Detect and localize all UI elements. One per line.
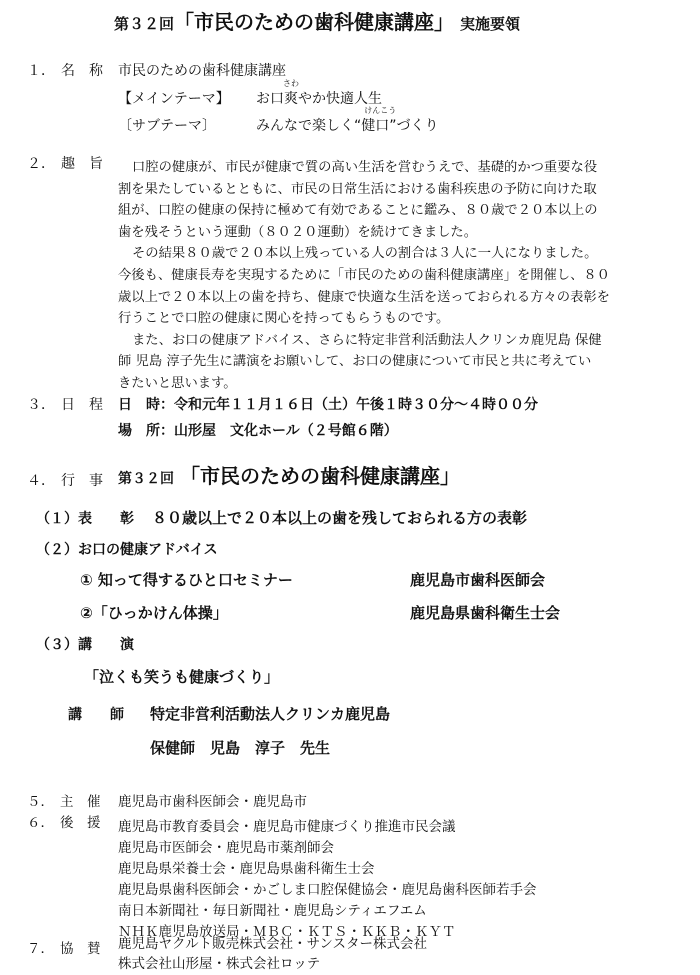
- section-1-number: １．: [27, 63, 55, 79]
- section-5-heading: [27, 796, 101, 810]
- support-line: 鹿児島市医師会・鹿児島市薬剤師会: [118, 840, 334, 856]
- support-list: [118, 817, 537, 943]
- section-4-number: ４．: [27, 473, 55, 489]
- advice-item-1-org: 鹿児島市歯科医師会: [410, 571, 546, 589]
- lecture-title: 「泣くも笑うも健康づくり」: [84, 668, 280, 686]
- section-2-label: 趣 旨: [61, 156, 103, 172]
- sub-theme-pre: みんなで楽しく“: [256, 118, 362, 134]
- purpose-line: 今後も、健康長寿を実現するために「市民のための歯科健康講座」を開催し、８０: [118, 267, 610, 283]
- document-title: [114, 12, 520, 32]
- main-theme-label: 【メインテーマ】: [118, 91, 230, 107]
- section-2-number: ２．: [27, 156, 55, 172]
- sponsor-line: 株式会社山形屋・株式会社ロッテ: [118, 956, 321, 972]
- advice-label: （２）お口の健康アドバイス: [36, 542, 218, 558]
- section-5-number: ５．: [27, 794, 54, 810]
- event-title-prefix: 第３２回: [118, 471, 174, 487]
- main-theme-pre: お口: [256, 91, 284, 107]
- main-theme-kanji: 爽: [284, 91, 298, 107]
- schedule-place: [118, 424, 398, 438]
- section-5-label: 主 催: [60, 794, 101, 810]
- sponsor-line: 鹿児島ヤクルト販売株式会社・サンスター株式会社: [118, 936, 428, 952]
- section-3-number: ３．: [27, 397, 55, 413]
- organizer-text: 鹿児島市歯科医師会・鹿児島市: [118, 794, 307, 810]
- section-7-label: 協 賛: [60, 941, 101, 957]
- title-prefix: 第３２回: [114, 15, 175, 33]
- event-name: 市民のための歯科健康講座: [118, 63, 286, 79]
- place-value: 山形屋 文化ホール（２号館６階）: [174, 423, 398, 439]
- sub-theme-label: 〔サブテーマ〕: [118, 118, 216, 134]
- lecturer-org: 特定非営利活動法人クリンカ鹿児島: [150, 705, 391, 723]
- advice-item-2-org: 鹿児島県歯科衛生士会: [410, 604, 561, 622]
- event-title: [118, 466, 460, 486]
- award-text: ８０歳以上で２０本以上の歯を残しておられる方の表彰: [152, 509, 528, 527]
- title-suffix: 実施要領: [460, 15, 521, 33]
- main-theme-ruby: さわ: [283, 79, 299, 88]
- title-main: 「市民のための歯科健康講座」: [174, 10, 455, 34]
- place-label: 場 所：: [118, 423, 174, 439]
- lecture-label: （３）講 演: [36, 637, 134, 653]
- lecturer-label: 講 師: [68, 707, 124, 723]
- main-theme-text: [256, 79, 382, 107]
- lecturer-name: 保健師 児島 淳子 先生: [150, 739, 331, 757]
- datetime-label: 日 時：: [118, 397, 174, 413]
- purpose-body: [118, 157, 610, 395]
- purpose-line: 口腔の健康が、市民が健康で質の高い生活を営むうえで、基礎的かつ重要な役: [132, 160, 598, 175]
- purpose-line: 歯を残そうという運動（８０２０運動）を続けてきました。: [118, 224, 478, 240]
- purpose-line: また、お口の健康アドバイス、さらに特定非営利活動法人クリンカ鹿児島 保健: [132, 332, 602, 348]
- main-theme-ruby-group: [283, 79, 299, 107]
- support-line: 南日本新聞社・毎日新聞社・鹿児島シティエフエム: [118, 903, 427, 919]
- section-3-label: 日 程: [61, 397, 103, 413]
- support-line: 鹿児島県歯科医師会・かごしま口腔保健協会・鹿児島歯科医師若手会: [118, 882, 537, 898]
- section-7-number: ７．: [27, 941, 54, 957]
- datetime-value: 令和元年１１月１６日（土）午後１時３０分～４時００分: [174, 397, 538, 413]
- main-theme-post: やか快適人生: [298, 91, 382, 107]
- purpose-line: 組が、口腔の健康の保持に極めて有効であることに鑑み、８０歳で２０本以上の: [118, 203, 598, 219]
- purpose-line: 歳以上で２０本以上の歯を持ち、健康で快適な生活を送っておられる方々の表彰を: [118, 289, 610, 305]
- purpose-line: 行うことで口腔の健康に関心を持ってもらうものです。: [118, 311, 450, 327]
- section-1-label: 名 称: [61, 63, 103, 79]
- event-title-main: 「市民のための歯科健康講座」: [180, 464, 460, 488]
- section-4-label: 行 事: [61, 473, 103, 489]
- schedule-datetime: [118, 398, 538, 412]
- sub-theme-ruby: けんこう: [364, 106, 397, 115]
- support-line: ＮＨＫ鹿児島放送局・ＭＢＣ・ＫＴＳ・ＫＫＢ・ＫＹＴ: [118, 924, 456, 940]
- advice-item-1-title: ① 知って得するひと口セミナー: [80, 571, 293, 589]
- sub-theme-kanji: 健口: [361, 118, 390, 134]
- section-7-heading: [27, 943, 101, 957]
- section-2-heading: [27, 157, 103, 171]
- section-6-label: 後 援: [60, 815, 101, 831]
- advice-item-2-title: ②「ひっかけん体操」: [80, 604, 228, 622]
- award-label: （１）表 彰: [36, 511, 134, 527]
- support-line: 鹿児島県栄養士会・鹿児島県歯科衛生士会: [118, 861, 375, 877]
- purpose-line: その結果８０歳で２０本以上残っている人の割合は３人に一人になりました。: [132, 246, 598, 262]
- sub-theme-ruby-group: [361, 106, 397, 134]
- purpose-line: 師 児島 淳子先生に講演をお願いして、お口の健康について市民と共に考えてい: [118, 354, 592, 370]
- section-6-heading: [27, 817, 101, 831]
- section-4-heading: [27, 474, 103, 488]
- purpose-line: きたいと思います。: [118, 375, 237, 391]
- section-6-number: ６．: [27, 815, 54, 831]
- sponsor-list: [118, 934, 427, 974]
- section-3-heading: [27, 398, 103, 412]
- purpose-line: 割を果たしているとともに、市民の日常生活における歯科疾患の予防に向けた取: [118, 181, 597, 197]
- sub-theme-text: [256, 106, 439, 134]
- support-line: 鹿児島市教育委員会・鹿児島市健康づくり推進市民会議: [118, 819, 456, 835]
- section-1-heading: [27, 64, 103, 78]
- sub-theme-post: ”づくり: [389, 118, 439, 134]
